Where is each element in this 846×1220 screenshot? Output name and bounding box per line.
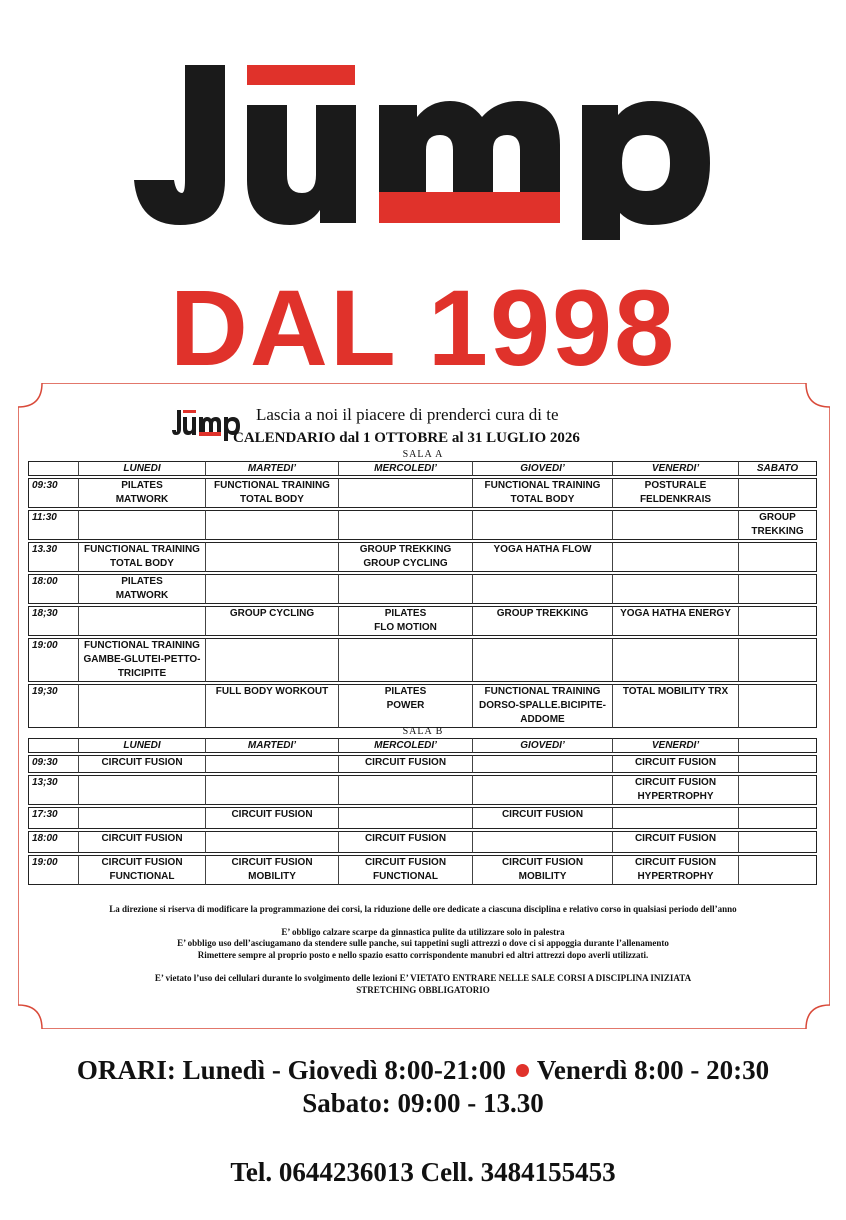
empty-cell: [738, 855, 817, 885]
header-corner: [28, 738, 78, 753]
table-row: [28, 510, 817, 540]
day-header: MERCOLEDI’: [338, 461, 472, 476]
class-cell: PILATES MATWORK: [78, 478, 205, 508]
empty-cell: [738, 831, 817, 853]
time-slot: 18:00: [28, 831, 78, 853]
day-header: VENERDI’: [612, 461, 738, 476]
empty-cell: [78, 775, 205, 805]
bullet-dot: [516, 1064, 529, 1077]
empty-cell: [612, 510, 738, 540]
logo-letter-p: [582, 101, 710, 240]
hours-weekdays: ORARI: Lunedì - Giovedì 8:00-21:00: [76, 1055, 506, 1085]
class-cell: CIRCUIT FUSION: [338, 755, 472, 773]
sala-a-schedule: [28, 459, 817, 730]
empty-cell: [205, 775, 338, 805]
header-corner: [28, 461, 78, 476]
empty-cell: [78, 606, 205, 636]
day-header: SABATO: [738, 461, 817, 476]
empty-cell: [205, 638, 338, 682]
empty-cell: [472, 775, 612, 805]
class-cell: GROUP TREKKING: [738, 510, 817, 540]
class-cell: PILATES MATWORK: [78, 574, 205, 604]
empty-cell: [738, 542, 817, 572]
time-slot: 13;30: [28, 775, 78, 805]
class-cell: GROUP TREKKING GROUP CYCLING: [338, 542, 472, 572]
empty-cell: [338, 510, 472, 540]
day-header: GIOVEDI’: [472, 738, 612, 753]
day-header: GIOVEDI’: [472, 461, 612, 476]
hours-saturday: Sabato: 09:00 - 13.30: [302, 1088, 544, 1118]
empty-cell: [472, 831, 612, 853]
class-cell: CIRCUIT FUSION: [78, 755, 205, 773]
class-cell: CIRCUIT FUSION: [78, 831, 205, 853]
day-header: MARTEDI’: [205, 738, 338, 753]
class-cell: CIRCUIT FUSION MOBILITY: [205, 855, 338, 885]
time-slot: 13.30: [28, 542, 78, 572]
class-cell: GROUP CYCLING: [205, 606, 338, 636]
class-cell: PILATES POWER: [338, 684, 472, 728]
class-cell: PILATES FLO MOTION: [338, 606, 472, 636]
empty-cell: [338, 775, 472, 805]
empty-cell: [205, 574, 338, 604]
empty-cell: [78, 684, 205, 728]
logo-underline-bar: [379, 192, 560, 223]
class-cell: GROUP TREKKING: [472, 606, 612, 636]
empty-cell: [472, 510, 612, 540]
empty-cell: [738, 775, 817, 805]
class-cell: CIRCUIT FUSION FUNCTIONAL: [338, 855, 472, 885]
logo-macron-bar: [247, 65, 355, 85]
day-header: MARTEDI’: [205, 461, 338, 476]
class-cell: FUNCTIONAL TRAINING TOTAL BODY: [472, 478, 612, 508]
class-cell: FUNCTIONAL TRAINING TOTAL BODY: [205, 478, 338, 508]
jump-logo: [130, 55, 720, 240]
day-header: LUNEDI: [78, 738, 205, 753]
class-cell: FUNCTIONAL TRAINING TOTAL BODY: [78, 542, 205, 572]
table-row: [28, 807, 817, 829]
time-slot: 18;30: [28, 606, 78, 636]
note-equipment: Rimettere sempre al proprio posto e nello spazio esatto corrispondente manubri ed altri attrezzi dopo averli utilizzati.: [197, 950, 649, 960]
empty-cell: [738, 574, 817, 604]
opening-hours-weekdays-line: [0, 1054, 846, 1086]
empty-cell: [338, 478, 472, 508]
empty-cell: [472, 638, 612, 682]
headline: DAL 1998: [169, 267, 677, 388]
empty-cell: [612, 542, 738, 572]
time-slot: 17:30: [28, 807, 78, 829]
table-row: [28, 606, 817, 636]
sala-a-label: SALA A: [402, 449, 444, 460]
hours-friday: Venerdì 8:00 - 20:30: [536, 1055, 770, 1085]
class-cell: CIRCUIT FUSION: [612, 831, 738, 853]
class-cell: CIRCUIT FUSION FUNCTIONAL: [78, 855, 205, 885]
empty-cell: [738, 606, 817, 636]
calendar-title: CALENDARIO dal 1 OTTOBRE al 31 LUGLIO 2026: [233, 430, 580, 446]
sala-b-schedule: [28, 736, 817, 887]
empty-cell: [738, 638, 817, 682]
table-row: [28, 574, 817, 604]
class-cell: CIRCUIT FUSION: [612, 755, 738, 773]
class-cell: POSTURALE FELDENKRAIS: [612, 478, 738, 508]
class-cell: YOGA HATHA ENERGY: [612, 606, 738, 636]
sala-b-header-row: [28, 738, 817, 753]
logo-letter-j: [134, 65, 225, 225]
empty-cell: [612, 638, 738, 682]
time-slot: 19;30: [28, 684, 78, 728]
class-cell: YOGA HATHA FLOW: [472, 542, 612, 572]
note-shoes: E’ obbligo calzare scarpe da ginnastica pulite da utilizzare solo in palestra: [281, 927, 565, 937]
empty-cell: [205, 542, 338, 572]
empty-cell: [205, 510, 338, 540]
note-stretching: STRETCHING OBBLIGATORIO: [356, 985, 490, 995]
empty-cell: [612, 574, 738, 604]
empty-cell: [738, 684, 817, 728]
empty-cell: [338, 574, 472, 604]
empty-cell: [472, 574, 612, 604]
time-slot: 09:30: [28, 755, 78, 773]
class-cell: CIRCUIT FUSION MOBILITY: [472, 855, 612, 885]
empty-cell: [472, 755, 612, 773]
table-row: [28, 755, 817, 773]
day-header: MERCOLEDI’: [338, 738, 472, 753]
empty-cell: [78, 510, 205, 540]
class-cell: CIRCUIT FUSION HYPERTROPHY: [612, 855, 738, 885]
empty-header: [738, 738, 817, 753]
table-row: [28, 542, 817, 572]
table-row: [28, 638, 817, 682]
empty-cell: [738, 755, 817, 773]
class-cell: CIRCUIT FUSION: [472, 807, 612, 829]
day-header: VENERDI’: [612, 738, 738, 753]
empty-cell: [338, 807, 472, 829]
class-cell: CIRCUIT FUSION: [205, 807, 338, 829]
empty-cell: [338, 638, 472, 682]
class-cell: CIRCUIT FUSION HYPERTROPHY: [612, 775, 738, 805]
contact-numbers: Tel. 0644236013 Cell. 3484155453: [230, 1157, 616, 1187]
note-disclaimer: La direzione si riserva di modificare la programmazione dei corsi, la riduzione delle ore dedicate a ciascuna disciplina e relativo corso in qualsiasi periodo dell’anno: [109, 904, 737, 914]
logo-letter-u: [247, 105, 356, 225]
tagline: Lascia a noi il piacere di prenderci cura di te: [256, 405, 559, 424]
time-slot: 11:30: [28, 510, 78, 540]
empty-cell: [738, 807, 817, 829]
class-cell: TOTAL MOBILITY TRX: [612, 684, 738, 728]
empty-cell: [78, 807, 205, 829]
time-slot: 09:30: [28, 478, 78, 508]
empty-cell: [738, 478, 817, 508]
sala-b-label: SALA B: [402, 726, 444, 737]
table-row: [28, 478, 817, 508]
class-cell: FULL BODY WORKOUT: [205, 684, 338, 728]
empty-cell: [205, 831, 338, 853]
table-row: [28, 775, 817, 805]
time-slot: 19:00: [28, 638, 78, 682]
sala-a-header-row: [28, 461, 817, 476]
time-slot: 18:00: [28, 574, 78, 604]
time-slot: 19:00: [28, 855, 78, 885]
table-row: [28, 831, 817, 853]
day-header: LUNEDI: [78, 461, 205, 476]
class-cell: FUNCTIONAL TRAINING GAMBE-GLUTEI-PETTO- TRICIPITE: [78, 638, 205, 682]
empty-cell: [205, 755, 338, 773]
note-phones: E’ vietato l’uso dei cellulari durante lo svolgimento delle lezioni E’ VIETATO ENTRARE NELLE SALE CORSI A DISCIPLINA INIZIATA: [154, 973, 692, 983]
class-cell: CIRCUIT FUSION: [338, 831, 472, 853]
table-row: [28, 684, 817, 728]
table-row: [28, 855, 817, 885]
empty-cell: [612, 807, 738, 829]
note-towel: E’ obbligo uso dell’asciugamano da stendere sulle panche, sui tappetini sugli attrezzi o dove ci si appoggia durante l’allenamento: [177, 938, 669, 948]
class-cell: FUNCTIONAL TRAINING DORSO-SPALLE.BICIPITE- ADDOME: [472, 684, 612, 728]
